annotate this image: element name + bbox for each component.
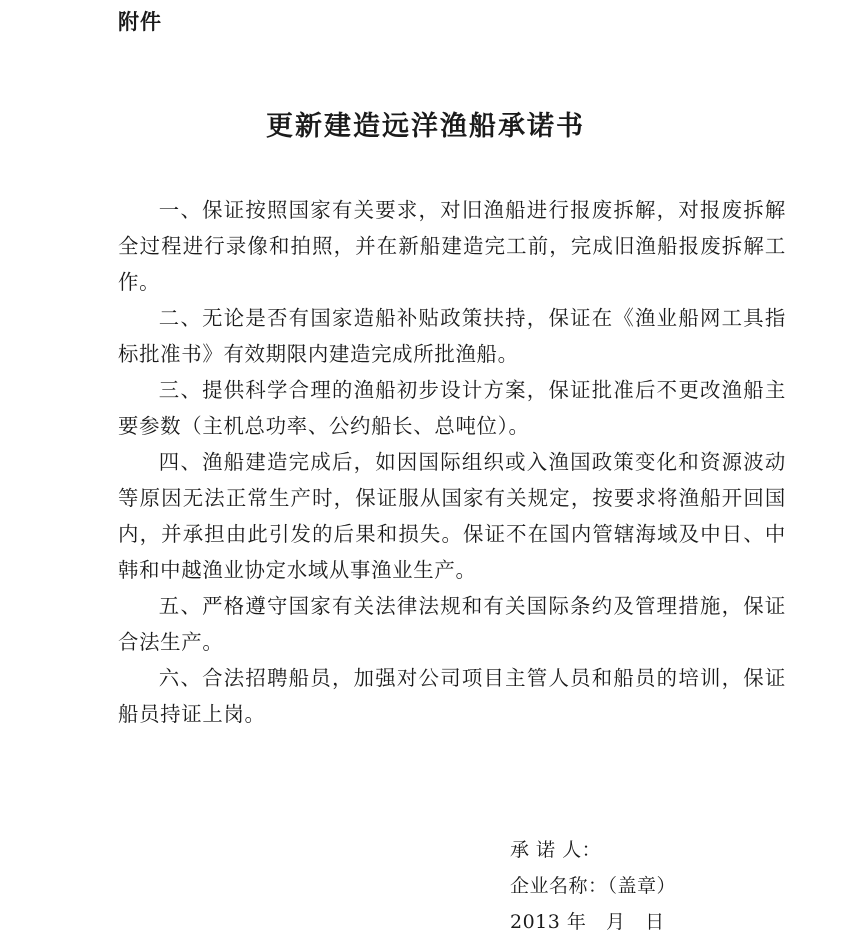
clause-6: 六、合法招聘船员，加强对公司项目主管人员和船员的培训，保证船员持证上岗。 — [118, 666, 786, 726]
clause-4: 四、渔船建造完成后，如因国际组织或入渔国政策变化和资源波动等原因无法正常生产时，保证服从国家有关规定，按要求将渔船开回国内，并承担由此引发的后果和损失。保证不在国内管辖海域及中日、中韩和中越渔业协定水域从事渔业生产。 — [118, 450, 786, 582]
signature-block — [510, 832, 676, 940]
document-title: 更新建造远洋渔船承诺书 — [266, 111, 585, 142]
clause-3: 三、提供科学合理的渔船初步设计方案，保证批准后不更改渔船主要参数（主机总功率、公约船长、总吨位）。 — [118, 378, 786, 438]
clause-2: 二、无论是否有国家造船补贴政策扶持，保证在《渔业船网工具指标批准书》有效期限内建造完成所批渔船。 — [118, 306, 786, 366]
promisor-line: 承 诺 人： — [510, 839, 602, 861]
company-name-line: 企业名称：（盖章） — [510, 875, 677, 897]
date-line: 2013 年 月 日 — [510, 911, 665, 933]
attachment-label: 附件 — [118, 10, 162, 34]
clause-1: 一、保证按照国家有关要求，对旧渔船进行报废拆解，对报废拆解全过程进行录像和拍照，并在新船建造完工前，完成旧渔船报废拆解工作。 — [118, 198, 786, 294]
clause-5: 五、严格遵守国家有关法律法规和有关国际条约及管理措施，保证合法生产。 — [118, 594, 786, 654]
document-body — [118, 192, 786, 732]
